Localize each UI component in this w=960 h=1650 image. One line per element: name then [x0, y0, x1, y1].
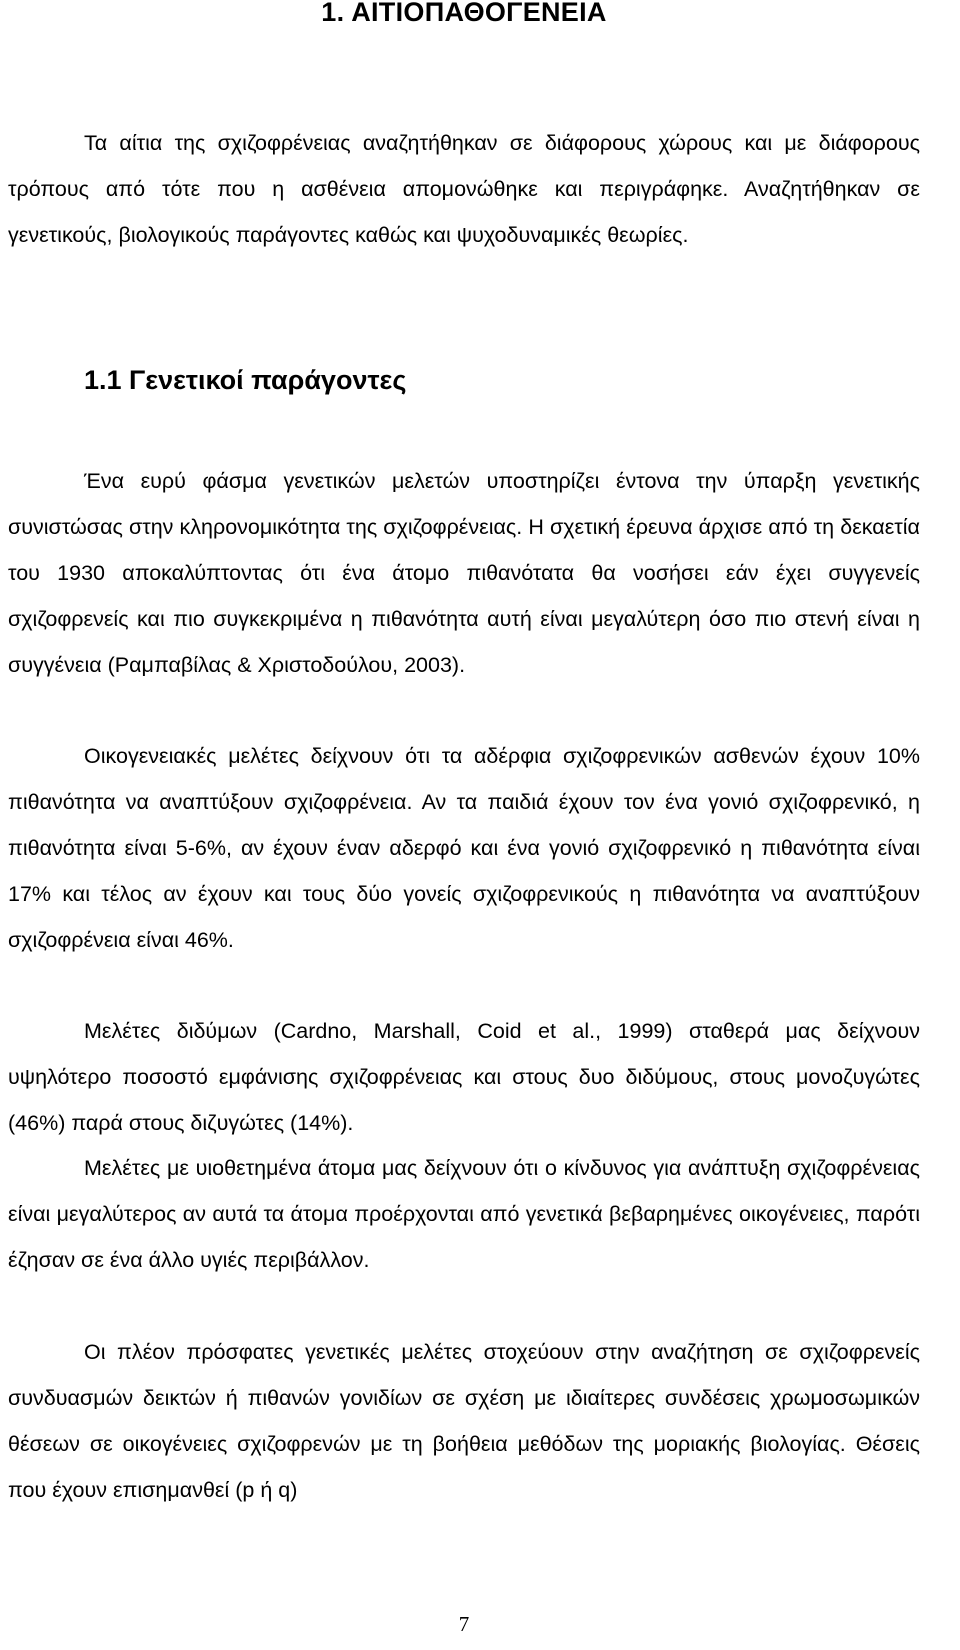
chapter-title: 1. ΑΙΤΙΟΠΑΘΟΓΕΝΕΙΑ — [321, 0, 607, 27]
document-page — [8, 0, 920, 1650]
body-paragraph-twin-studies: Μελέτες διδύμων (Cardno, Marshall, Coid et al., 1999) σταθερά μας δείχνουν υψηλότερο ποσοστό εμφάνισης σχιζοφρένειας και στους δυο διδύμους, στους μονοζυγώτες (46%) παρά στους διζυγώτες (14%). — [8, 1019, 920, 1135]
body-paragraph-recent-studies: Οι πλέον πρόσφατες γενετικές μελέτες στοχεύουν στην αναζήτηση σε σχιζοφρενείς συνδυασμών δεικτών ή πιθανών γονιδίων σε σχέση με ιδιαίτερες συνδέσεις χρωμοσωμικών θέσεων σε οικογένειες σχιζοφρενών με τη βοήθεια μεθόδων της μοριακής βιολογίας. Θέσεις που έχουν επισημανθεί (p ή q) — [8, 1340, 920, 1502]
body-paragraph-genetic-studies: Ένα ευρύ φάσμα γενετικών μελετών υποστηρίζει έντονα την ύπαρξη γενετικής συνιστώσας στην κληρονομικότητα της σχιζοφρένειας. Η σχετική έρευνα άρχισε από τη δεκαετία του 1930 αποκαλύπτοντας ότι ένα άτομο πιθανότατα θα νοσήσει εάν έχει συγγενείς σχιζοφρενείς και πιο συγκεκριμένα η πιθανότητα αυτή είναι μεγαλύτερη όσο πιο στενή είναι η συγγένεια (Ραμπαβίλας & Χριστοδούλου, 2003). — [8, 469, 920, 677]
section-title: 1.1 Γενετικοί παράγοντες — [84, 365, 407, 395]
body-paragraph-family-studies: Οικογενειακές μελέτες δείχνουν ότι τα αδέρφια σχιζοφρενικών ασθενών έχουν 10% πιθανότητα να αναπτύξουν σχιζοφρένεια. Αν τα παιδιά έχουν τον ένα γονιό σχιζοφρενικό, η πιθανότητα είναι 5-6%, αν έχουν έναν αδερφό και ένα γονιό σχιζοφρενικό η πιθανότητα είναι 17% και τέλος αν έχουν και τους δύο γονείς σχιζοφρενικούς η πιθανότητα να αναπτύξουν σχιζοφρένεια είναι 46%. — [8, 744, 920, 952]
body-paragraph-adoption-studies: Μελέτες με υιοθετημένα άτομα μας δείχνουν ότι ο κίνδυνος για ανάπτυξη σχιζοφρένειας είναι μεγαλύτερος αν αυτά τα άτομα προέρχονται από γενετικά βεβαρημένες οικογένειες, παρότι έζησαν σε ένα άλλο υγιές περιβάλλον. — [8, 1156, 920, 1272]
intro-paragraph: Τα αίτια της σχιζοφρένειας αναζητήθηκαν σε διάφορους χώρους και με διάφορους τρόπους από τότε που η ασθένεια απομονώθηκε και περιγράφηκε. Αναζητήθηκαν σε γενετικούς, βιολογικούς παράγοντες καθώς και ψυχοδυναμικές θεωρίες. — [8, 131, 920, 247]
page-number: 7 — [458, 1612, 470, 1636]
